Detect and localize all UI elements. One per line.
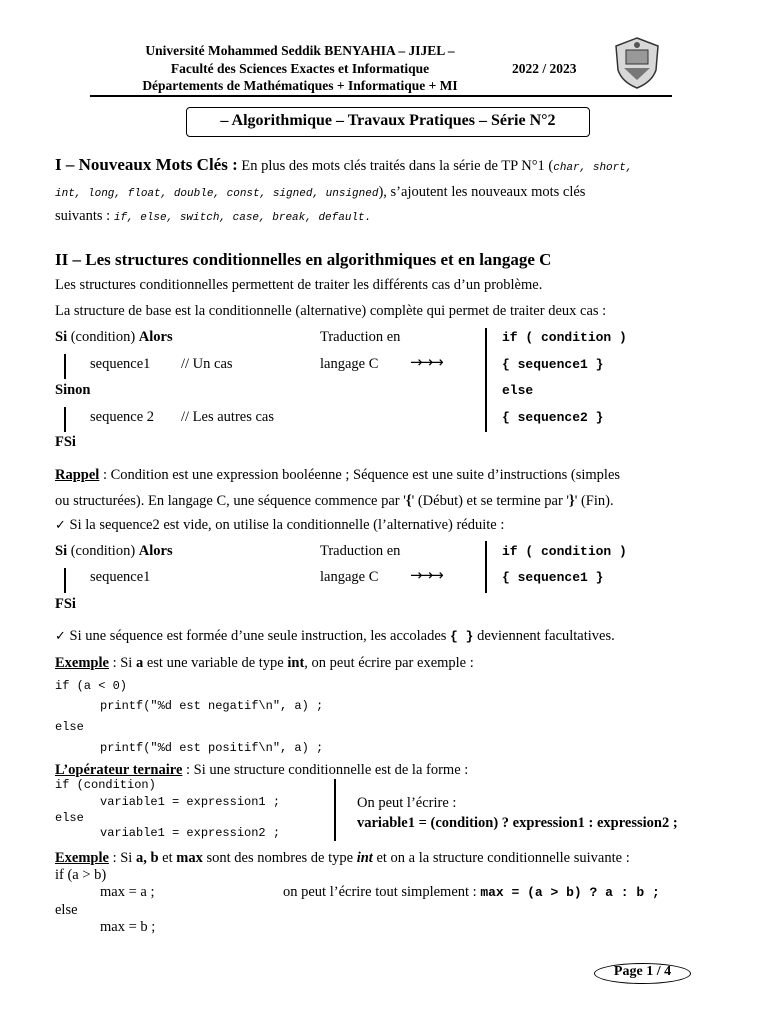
algo-bar-2 xyxy=(64,407,66,432)
algo-seq1: sequence1 xyxy=(90,356,151,372)
note-line xyxy=(55,628,615,645)
section2-heading: II – Les structures conditionnelles en algorithmiques et en langage C xyxy=(55,250,552,269)
keyword-alors-2: Alors xyxy=(138,543,173,559)
section1-text2: ), s’ajoutent les nouveaux mots clés xyxy=(378,184,586,200)
reduite-translation2: langage C xyxy=(320,569,379,585)
algo-comment2: // Les autres cas xyxy=(181,409,275,425)
c-else: else xyxy=(502,383,534,398)
exemple1-text3: , on peut écrire par exemple : xyxy=(304,655,474,671)
university-logo xyxy=(612,36,662,90)
rappel-text1: : Condition est une expression booléenne ; Séquence est une suite d’instructions (simples xyxy=(99,467,621,483)
keyword-si: Si xyxy=(55,329,68,345)
rappel-label: Rappel xyxy=(55,467,100,483)
algo-bar-1 xyxy=(64,354,66,379)
ternaire-text1: : Si une structure conditionnelle est de la forme : xyxy=(182,762,469,778)
header-faculty: Faculté des Sciences Exactes et Informatique xyxy=(170,61,430,76)
exemple2-line xyxy=(55,850,630,867)
exemple2-text1: : Si xyxy=(108,850,136,866)
exemple2-maxa: max = a ; xyxy=(100,884,155,900)
exemple2-else: else xyxy=(55,902,78,918)
algo-seq2: sequence 2 xyxy=(90,409,155,425)
ternaire-code-line: if (condition) xyxy=(55,778,156,792)
header-university: Université Mohammed Seddik BENYAHIA – JIJEL – xyxy=(145,43,455,58)
exemple1-type: int xyxy=(287,655,305,671)
ternaire-code-line: else xyxy=(55,811,84,825)
algo-si-line xyxy=(55,329,173,346)
section1-line3 xyxy=(55,208,371,225)
rappel-text2b: ' (Début) et se termine par ' xyxy=(411,493,570,509)
c-code-bar xyxy=(485,328,487,432)
ternaire-expression: variable1 = (condition) ? expression1 : expression2 ; xyxy=(357,815,678,831)
section2-p1: Les structures conditionnelles permettent de traiter les différents cas d’un problème. xyxy=(55,277,543,293)
c-if: if ( condition ) xyxy=(502,330,627,345)
exemple1-code-line: if (a < 0) xyxy=(55,679,128,693)
header-year: 2022 / 2023 xyxy=(512,61,577,76)
note-text1: Si une séquence est formée d’une seule instruction, les accolades xyxy=(65,628,451,644)
section1-keywords2: int, long, float, double, const, signed, unsigned xyxy=(55,188,379,200)
reduite-bar xyxy=(64,568,66,593)
ternaire-peut: On peut l’écrire : xyxy=(357,795,457,811)
rappel-open-brace: { xyxy=(405,493,412,509)
note-braces: { } xyxy=(450,629,474,644)
exemple1-code-line: printf("%d est negatif\n", a) ; xyxy=(100,699,324,713)
exemple2-et: et xyxy=(158,850,177,866)
algo-comment1: // Un cas xyxy=(181,356,233,372)
rappel-line2 xyxy=(55,493,614,510)
exemple1-label: Exemple xyxy=(55,655,109,671)
header-divider xyxy=(90,95,672,97)
exemple1-text1: : Si xyxy=(108,655,136,671)
reduite-translation1: Traduction en xyxy=(320,543,401,559)
checkmark-icon: ✓ xyxy=(55,518,66,533)
page-number: Page 1 / 4 xyxy=(613,964,672,979)
algo-condition: (condition) xyxy=(67,329,139,345)
rappel-text2a: ou structurées). En langage C, une séquence commence par ' xyxy=(55,493,406,509)
reduite-condition: (condition) xyxy=(67,543,139,559)
section2-p2: La structure de base est la conditionnelle (alternative) complète qui permet de traiter deux cas : xyxy=(55,303,607,319)
section1-line1 xyxy=(55,155,632,175)
translation-label2: langage C xyxy=(320,356,379,372)
exemple1-var: a xyxy=(135,655,144,671)
exemple2-if: if (a > b) xyxy=(55,867,107,883)
rappel-text2c: ' (Fin). xyxy=(574,493,614,509)
keyword-si-2: Si xyxy=(55,543,68,559)
exemple1-text2: est une variable de type xyxy=(143,655,288,671)
keyword-alors: Alors xyxy=(138,329,173,345)
document-title: – Algorithmique – Travaux Pratiques – Série N°2 xyxy=(220,112,556,129)
header-departments: Départements de Mathématiques + Informatique + MI xyxy=(142,78,458,93)
exemple1-code-line: else xyxy=(55,720,84,734)
section1-text3: suivants : xyxy=(55,208,114,224)
rappel-line3 xyxy=(55,517,504,534)
section1-line2 xyxy=(55,184,585,201)
reduite-si-line xyxy=(55,543,173,560)
ternaire-line xyxy=(55,762,468,779)
exemple2-type: int xyxy=(356,850,373,866)
ternaire-code-line: variable1 = expression1 ; xyxy=(100,795,281,809)
rappel-line1 xyxy=(55,467,620,484)
exemple2-vars: a, b xyxy=(135,850,159,866)
ternaire-label: L’opérateur ternaire xyxy=(55,762,183,778)
section1-keywords3: if, else, switch, case, break, default. xyxy=(113,212,372,224)
exemple2-ecrire-line xyxy=(283,884,660,901)
section1-heading: I – Nouveaux Mots Clés : xyxy=(55,155,238,174)
exemple2-text3: et on a la structure conditionnelle suivante : xyxy=(372,850,630,866)
translation-arrows: →→→ xyxy=(410,353,442,371)
exemple1-code-line: printf("%d est positif\n", a) ; xyxy=(100,741,324,755)
c-seq1: { sequence1 } xyxy=(502,357,604,372)
keyword-fsi: FSi xyxy=(55,434,76,450)
ternaire-code-line: variable1 = expression2 ; xyxy=(100,826,281,840)
exemple2-maxb: max = b ; xyxy=(100,919,156,935)
keyword-sinon: Sinon xyxy=(55,382,91,398)
rappel-close-brace: } xyxy=(569,493,575,509)
exemple2-expression: max = (a > b) ? a : b ; xyxy=(480,885,660,900)
exemple2-ecrire: on peut l’écrire tout simplement : xyxy=(283,884,481,900)
exemple2-max: max xyxy=(176,850,203,866)
reduite-c-if: if ( condition ) xyxy=(502,544,627,559)
reduite-arrows: →→→ xyxy=(410,566,442,584)
note-text2: deviennent facultatives. xyxy=(473,628,615,644)
exemple2-text2: sont des nombres de type xyxy=(202,850,357,866)
reduite-seq1: sequence1 xyxy=(90,569,151,585)
ternaire-bar xyxy=(334,779,336,841)
c-seq2: { sequence2 } xyxy=(502,410,604,425)
translation-label1: Traduction en xyxy=(320,329,401,345)
exemple1-line xyxy=(55,655,474,672)
rappel-text3: Si la sequence2 est vide, on utilise la conditionnelle (l’alternative) réduite : xyxy=(65,517,505,533)
reduite-c-seq1: { sequence1 } xyxy=(502,570,604,585)
reduite-c-bar xyxy=(485,541,487,593)
checkmark-icon-2: ✓ xyxy=(55,629,66,644)
section1-keywords1: char, short, xyxy=(553,162,633,174)
exemple2-label: Exemple xyxy=(55,850,109,866)
section1-text1: En plus des mots clés traités dans la série de TP N°1 ( xyxy=(237,158,554,174)
keyword-fsi-2: FSi xyxy=(55,596,76,612)
